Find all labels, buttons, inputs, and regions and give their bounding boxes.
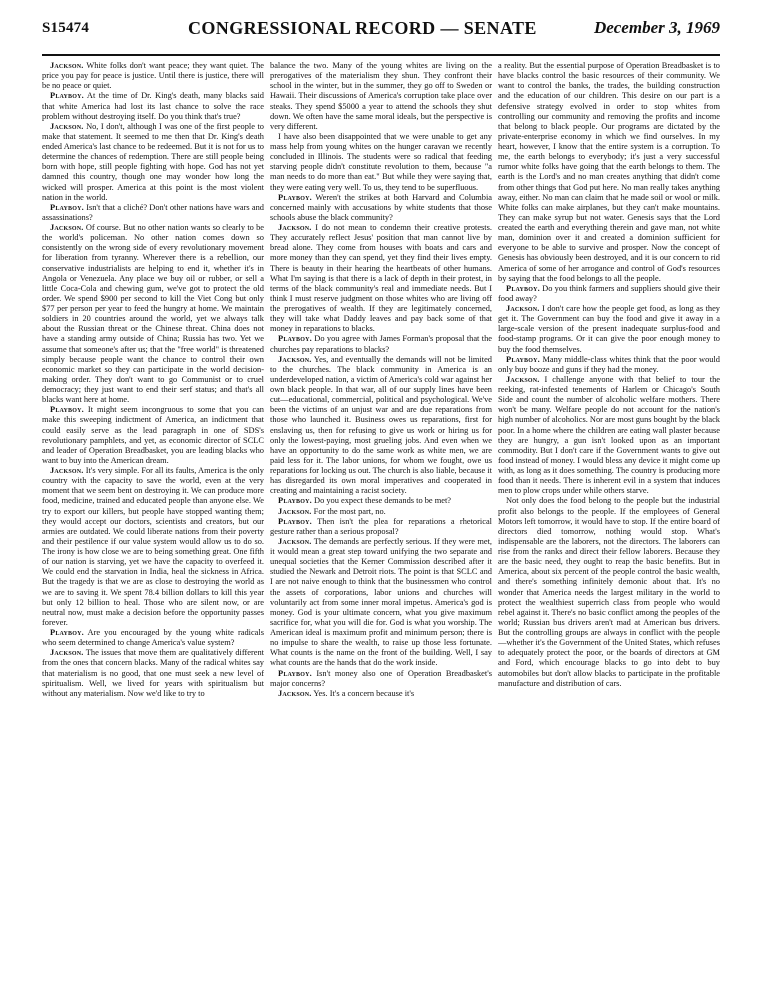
paragraph: [270, 689, 492, 699]
paragraph-text: Are you encouraged by the young white radicals who seem determined to change America's value system?: [42, 628, 264, 648]
paragraph-text: Do you agree with James Forman's proposal that the churches pay reparations to blacks?: [270, 334, 492, 354]
paragraph: [270, 669, 492, 689]
paragraph-text: Weren't the strikes at both Harvard and Columbia concerned mainly with accusations by white students that those schools abuse the black community?: [270, 192, 492, 222]
paragraph-text: At the time of Dr. King's death, many blacks said that white America had lost its last chance to solve the race problem without destroying itself. Do you think that's true?: [42, 91, 264, 121]
paragraph-text: For the most part, no.: [311, 506, 386, 516]
speaker-label: Playboy.: [506, 354, 540, 364]
header-rule: [42, 54, 720, 56]
paragraph: [42, 61, 264, 91]
paragraph: [270, 496, 492, 506]
speaker-label: Jackson.: [278, 536, 312, 546]
paragraph: [498, 61, 720, 284]
paragraph-text: Do you think farmers and suppliers should give their food away?: [498, 283, 720, 303]
paragraph-text: It might seem incongruous to some that you can make this sweeping indictment of America, an indictment that could easily serve as the lead paragraph in one of SDS's revolutionary pamphlets, and yet, as economic director of SCLC and leader of Operation Breadbasket, you are leading blacks who want to buy into the American dream.: [42, 405, 264, 465]
paragraph: [270, 193, 492, 223]
speaker-label: Jackson.: [506, 304, 540, 313]
paragraph: [42, 628, 264, 648]
paragraph-text: Yes. It's a concern because it's: [311, 688, 415, 698]
paragraph-text: The demands are perfectly serious. If they were met, it would mean a great step toward unifying the two separate and unequal societies that the Kerner Commission described after it studied the Newark and Detroit riots. The point is that SCLC and I are not naive enough to think that the businessmen who control the assets of corporations, labor unions and churches will voluntarily act from some inner moral impetus. America's god is money. God is your ultimate concern, what you give maximum sacrifice for, what you will die for. God is what you worship. The American ideal is maximum profit and minimum person; there is no impulse to share the wealth, to raise up those less fortunate. What counts is the name on the front of the building. Well, I say what counts are the hands that do the work inside.: [270, 536, 492, 668]
page-number: S15474: [42, 20, 90, 36]
paragraph-text: Do you expect these demands to be met?: [311, 496, 452, 506]
paragraph: [42, 223, 264, 405]
paragraph-text: The issues that move them are qualitatively different from the ones that concern blacks. Many of the radical whites say that materialism is no good, that one must seek a new level of spiritualism. Well, we lived for years with spiritualism but without any materialism. Now we'd like to try to: [42, 648, 264, 698]
speaker-label: Jackson.: [50, 466, 84, 475]
speaker-label: Jackson.: [50, 223, 84, 232]
speaker-label: Jackson.: [50, 121, 84, 131]
paragraph-text: White folks don't want peace; they want quiet. The price you pay for peace is justice. Until there is justice, there will be no peace or quiet.: [42, 61, 264, 91]
paragraph: [498, 284, 720, 304]
paragraph-text: I challenge anyone with that belief to tour the reeking, rat-infested tenements of Harlem or Chicago's South Side and count the number of alcoholic welfare mothers. There won't be many. Welfare people do not account for the nation's high number of alcoholics. Nor are most guns bought by the black poor. In a home where the children are eating wall plaster because they are hungry, a gun isn't looked upon as an important commodity. But I don't care if the Government wants to give out food instead of money. I would bless any device it might come up with, as long as it does something. The country is producing more food than it needs. There is inherent evil in a system that induces men to plow crops under while others starve.: [498, 374, 720, 496]
paragraph-text: Isn't money also one of Operation Breadbasket's major concerns?: [270, 668, 492, 688]
speaker-label: Jackson.: [278, 354, 312, 364]
speaker-label: Jackson.: [50, 61, 84, 70]
paragraph-text: a reality. But the essential purpose of Operation Breadbasket is to have blacks control the basic resources of their community. We want to control the banks, the trades, the building construction and the education of our children. This desire on our part is a defensive strategy evolved in order to stop whites from controlling our community and removing the profits and income that belong to black people. Our programs are dictated by the private-enterprise economy in which we find ourselves. In my heart, however, I know that the entire system is a corruption. To me, the earth belongs to everybody; it's just a very successful rumor white folks have going that the earth belongs to them. The earth is the Lord's and no man creates anything that didn't come from other things that God put here. No man really takes anything away, either. No man can claim that he made soil or wool or milk. White folks can make airplanes, but they can't make mountains. They can make syrup but not water. Genesis says that the Lord created the earth and everything therein and gave man, not white man, dominion over it and created a dominion sufficient for everyone to be able to survive and prosper. Now the concept of Genesis has obviously been destroyed, and it is our concern to rid America of some of her arrogance and control of God's resources by saying that the food belongs to all the people.: [498, 61, 720, 283]
paragraph-text: Isn't that a cliché? Don't other nations have wars and assassinations?: [42, 202, 264, 222]
paragraph: [270, 223, 492, 334]
paragraph: [42, 122, 264, 203]
speaker-label: Playboy.: [278, 516, 312, 526]
paragraph: [498, 304, 720, 355]
speaker-label: Playboy.: [278, 496, 312, 506]
paragraph: [42, 91, 264, 121]
paragraph-text: No, I don't, although I was one of the first people to make that statement. It seemed to me then that Dr. King's death ended America's last chance to be redeemed. But it is not for us to determine the chances of redemption. There are still people being born with hope, still people fighting with hope. God has not yet damned this country, though one may wonder how long the wicked will prosper. America at this point is the most violent nation in the world.: [42, 121, 264, 202]
paragraph: [270, 517, 492, 537]
speaker-label: Jackson.: [506, 374, 540, 384]
paragraph: [270, 334, 492, 354]
paragraph-text: It's very simple. For all its faults, America is the only country with the capacity to save the world, even at the very moment that we seem bent on destroying it. We can produce more food, medicine, trained and educated people than anyone else. We try to export our killers, but people have stopped wanting them; they would accept our doctors, scientists and creators, but our armies are outdated. We could liberate nations from their poverty and their pestilence if our value system would allow us to do so. The irony is how close we are to being something great. One fifth of our nation is starving, yet we have the capacity to overfeed it. We could end the starvation in India, heal the sickness in Africa. But the tragedy is that we are as close to destroying the world as we are to saving it. We spent 78.4 billion dollars to kill this year but only 12 billion to heal. Those who are silent now, or are neutral now, must make a decision before the opportunity passes forever.: [42, 466, 264, 627]
speaker-label: Jackson.: [278, 223, 312, 232]
paragraph: [498, 375, 720, 497]
paragraph-text: Yes, and eventually the demands will not be limited to the churches. The black community in America is an underdeveloped nation, a victim of America's cold war against her own black people. In that war, all of our supply lines have been cut—educational, commercial, political and psychological. We've been the victims of an unjust war and are due reparations from those who launched it. Business owes us reparations, first for enslaving us, then for refusing to give us work or hiring us for only the lowest-paying, most grueling jobs. And even when we have an opportunity to do the same work as white men, we are paid less for it. The labor unions, for whom we fought, owe us reparations for locking us out. The church is also liable, because it has disregarded its own moral imperatives and cooperated in creating and maintaining a racist society.: [270, 354, 492, 496]
paragraph: [42, 203, 264, 223]
paragraph: [498, 355, 720, 375]
paragraph-text: Many middle-class whites think that the poor would only buy booze and guns if they had the money.: [498, 354, 720, 374]
paragraph: [42, 466, 264, 628]
paragraph: [270, 132, 492, 193]
publication-title: CONGRESSIONAL RECORD — SENATE: [188, 18, 537, 38]
speaker-label: Playboy.: [50, 202, 84, 212]
speaker-label: Jackson.: [278, 688, 312, 698]
paragraph-text: Not only does the food belong to the people but the industrial profit also belongs to the people. If the employees of General Motors left tomorrow, it would have to stop. If the entire board of directors died tomorrow, nothing would stop. What's indispensable are the laborers, not the directors. The laborers can rise from the ranks and direct their fellow laborers. Because they are the basic need, they ought to reap the basic benefits. But in America, about six percent of the people control the basic wealth, and there's something infinitely demonic about that. It's no wonder that America needs the largest military in the world to protect the wealthiest superrich class from people who would rebel against it. There's no basic conflict among the peoples of the world; Russian bus drivers aren't mad at American bus drivers. But the controlling groups are always in conflict with the people—whether it's the Government of the United States, which refuses to adequately protect the poor, or the boards of directors at GM and Ford, which encourage blacks to go into debt to buy automobiles but don't allow blacks to participate in the profitable manufacture and distribution of cars.: [498, 496, 720, 688]
speaker-label: Playboy.: [50, 91, 84, 101]
text-column-2: [270, 61, 492, 981]
paragraph: [498, 496, 720, 688]
speaker-label: Playboy.: [50, 628, 84, 637]
speaker-label: Playboy.: [278, 334, 312, 344]
speaker-label: Playboy.: [278, 668, 312, 678]
paragraph-text: I have also been disappointed that we were unable to get any mass help from young whites on the hunger caravan we recently concluded in Illinois. The students were so radical that feeding starving people didn't constitute revolution to them, because "a man needs to do more than eat." But while they were saying that, they were eating very well. To us, they tend to be superfluous.: [270, 131, 492, 192]
speaker-label: Jackson.: [50, 648, 84, 658]
speaker-label: Playboy.: [278, 192, 312, 202]
text-column-1: [42, 61, 264, 981]
issue-date: December 3, 1969: [593, 18, 720, 37]
speaker-label: Jackson.: [278, 506, 312, 516]
speaker-label: Playboy.: [506, 283, 540, 293]
paragraph-text: Then isn't the plea for reparations a rhetorical gesture rather than a serious proposal?: [270, 516, 492, 536]
paragraph: [270, 355, 492, 497]
paragraph-text: I don't care how the people get food, as long as they get it. The Government can buy the food and give it away in a large-scale version of the present inadequate surplus-food and food-stamp programs. Or it can give the poor enough money to buy the food themselves.: [498, 304, 720, 354]
paragraph: [42, 648, 264, 699]
text-column-3: [498, 61, 720, 981]
paragraph-text: Of course. But no other nation wants so clearly to be the world's policeman. No other nation comes down so consistently on the wrong side of every revolutionary movement for liberation from tyranny. Wherever there is a rebellion, our conservative industrialists are helping to end it, whether it's in Angola or Venezuela. Any place we buy oil or rubber, or sell a little Coca-Cola and chewing gum, we've got to protect the old order. We spend $900 per second to kill the Viet Cong but only $77 per person per year to feed the hungry at home. We maintain soldiers in 20 countries around the world, yet we always talk about the Russian threat or the Chinese threat. China does not have a standing army outside of China; Russia has two. Yet we assume that someone's after us; that the "free world" is threatened simply because people want the chance to control their own economic market so they can participate in the world decision-making order. They don't want to go Communist or to cruel democracy; they just want to end their serf status; and that's all blacks want here at home.: [42, 223, 264, 405]
paragraph-text: balance the two. Many of the young whites are living on the prerogatives of the materialism they shun. They confront their school in the winter, but in the summer, they go off to Sweden or Hawaii. Their discussions of America's corruption take place over steaks. They spend $5000 a year to attend the schools they shut down. We often have the same moral ideals, but the perspective is very different.: [270, 61, 492, 131]
paragraph: [270, 61, 492, 132]
paragraph: [270, 537, 492, 669]
paragraph: [42, 405, 264, 466]
paragraph: [270, 507, 492, 517]
paragraph-text: I do not mean to condemn their creative protests. They accurately reflect Jesus' position that man cannot live by bread alone. They come from houses with boats and cars and more money than they can spend, yet they find their lives empty. There is beauty in their hearing the heartbeats of other humans. What I'm saying is that there is a lack of depth in their protest, in terms of the black community's real and immediate needs. But I think I must reserve judgment on those whites who are living off the prerogatives of wealth. If they are legitimately concerned, they will take what Daddy leaves and pay back some of that money in reparations to blacks.: [270, 223, 492, 334]
speaker-label: Playboy.: [50, 405, 84, 415]
page-header: [42, 12, 720, 42]
